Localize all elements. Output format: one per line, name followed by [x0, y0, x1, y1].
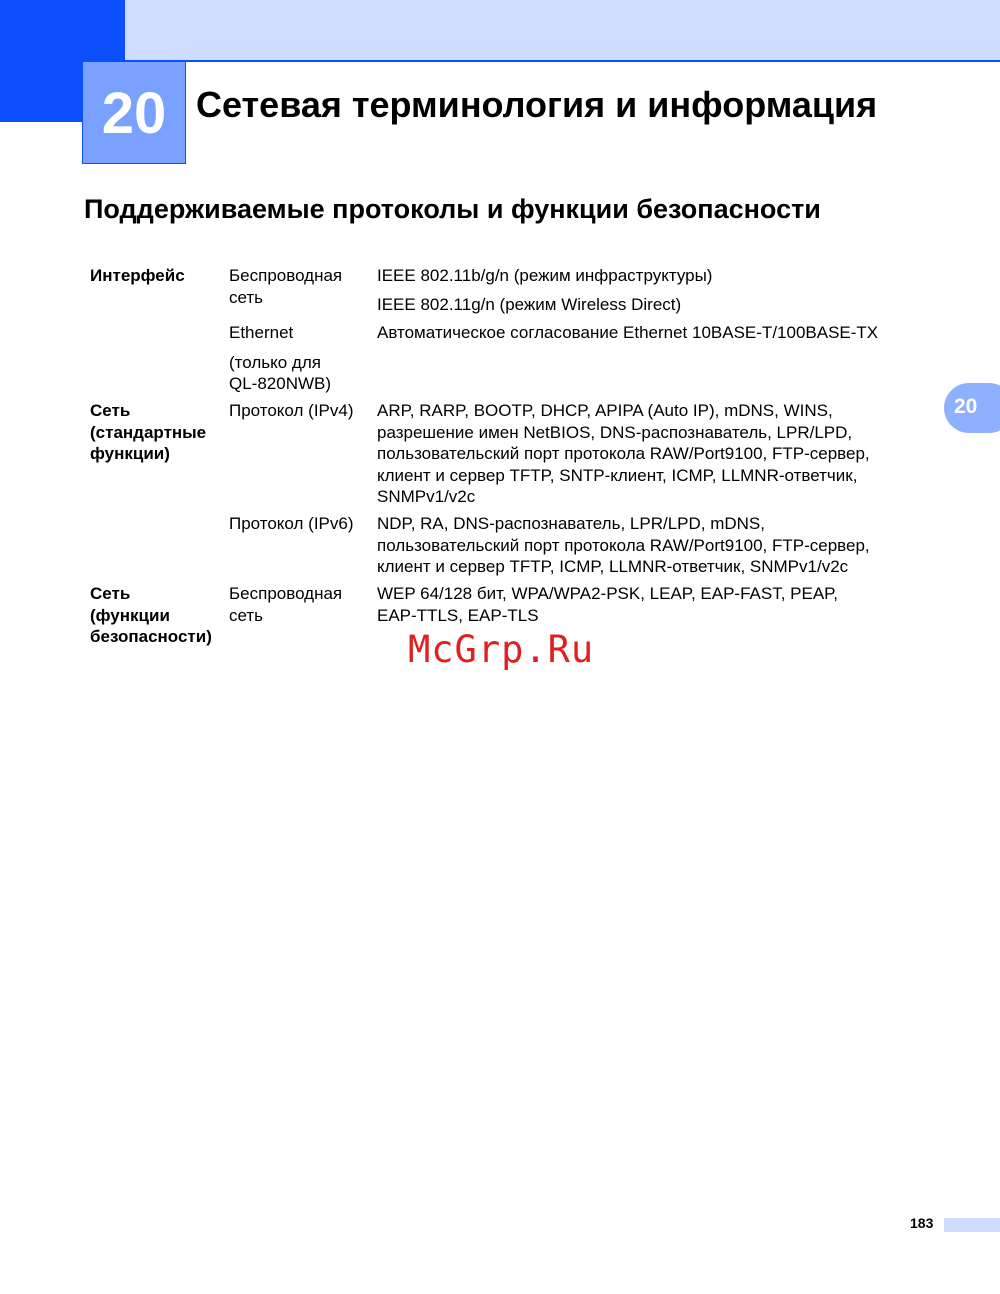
wireless-value-1: IEEE 802.11b/g/n (режим инфраструктуры) [377, 266, 713, 285]
ipv4-value-3: пользовательский порт протокола RAW/Port9100, FTP-сервер, [377, 444, 870, 463]
row-label-network-security-1: Сеть [90, 584, 131, 603]
chapter-number: 20 [82, 61, 186, 164]
ipv4-value-1: ARP, RARP, BOOTP, DHCP, APIPA (Auto IP), mDNS, WINS, [377, 401, 833, 420]
security-value-2: EAP-TTLS, EAP-TLS [377, 606, 539, 625]
row-label-network-security-3: безопасности) [90, 627, 212, 646]
ethernet-note-line2: QL-820NWB) [229, 374, 332, 393]
ethernet-value: Автоматическое согласование Ethernet 10BASE-T/100BASE-TX [377, 323, 879, 342]
ipv6-label: Протокол (IPv6) [229, 514, 354, 533]
wireless-label-line1: Беспроводная [229, 266, 343, 285]
security-wireless-label-line1: Беспроводная [229, 584, 343, 603]
security-value-1: WEP 64/128 бит, WPA/WPA2-PSK, LEAP, EAP-FAST, PEAP, [377, 584, 839, 603]
chapter-side-tab[interactable]: 20 [944, 383, 1000, 433]
ipv4-label: Протокол (IPv4) [229, 401, 354, 420]
ipv4-value-2: разрешение имен NetBIOS, DNS-распознаватель, LPR/LPD, [377, 423, 853, 442]
chapter-title: Сетевая терминология и информация [196, 84, 878, 125]
ipv6-value-1: NDP, RA, DNS-распознаватель, LPR/LPD, mDNS, [377, 514, 765, 533]
page-number: 183 [910, 1215, 934, 1231]
row-label-network-standard-1: Сеть [90, 401, 131, 420]
row-label-interface: Интерфейс [90, 266, 185, 285]
header-band [125, 0, 1000, 61]
ipv4-value-5: SNMPv1/v2c [377, 487, 476, 506]
ipv4-value-4: клиент и сервер TFTP, SNTP-клиент, ICMP, LLMNR-ответчик, [377, 466, 858, 485]
section-title: Поддерживаемые протоколы и функции безопасности [84, 194, 821, 224]
watermark: McGrp.Ru [408, 628, 595, 671]
row-label-network-security-2: (функции [90, 606, 170, 625]
wireless-value-2: IEEE 802.11g/n (режим Wireless Direct) [377, 295, 682, 314]
ethernet-note-line1: (только для [229, 353, 321, 372]
wireless-label-line2: сеть [229, 288, 264, 307]
ipv6-value-3: клиент и сервер TFTP, ICMP, LLMNR-ответчик, SNMPv1/v2c [377, 557, 849, 576]
footer-bar [944, 1218, 1000, 1232]
ethernet-label: Ethernet [229, 323, 294, 342]
row-label-network-standard-3: функции) [90, 444, 170, 463]
row-label-network-standard-2: (стандартные [90, 423, 207, 442]
ipv6-value-2: пользовательский порт протокола RAW/Port9100, FTP-сервер, [377, 536, 870, 555]
security-wireless-label-line2: сеть [229, 606, 264, 625]
header-line [125, 60, 1000, 62]
